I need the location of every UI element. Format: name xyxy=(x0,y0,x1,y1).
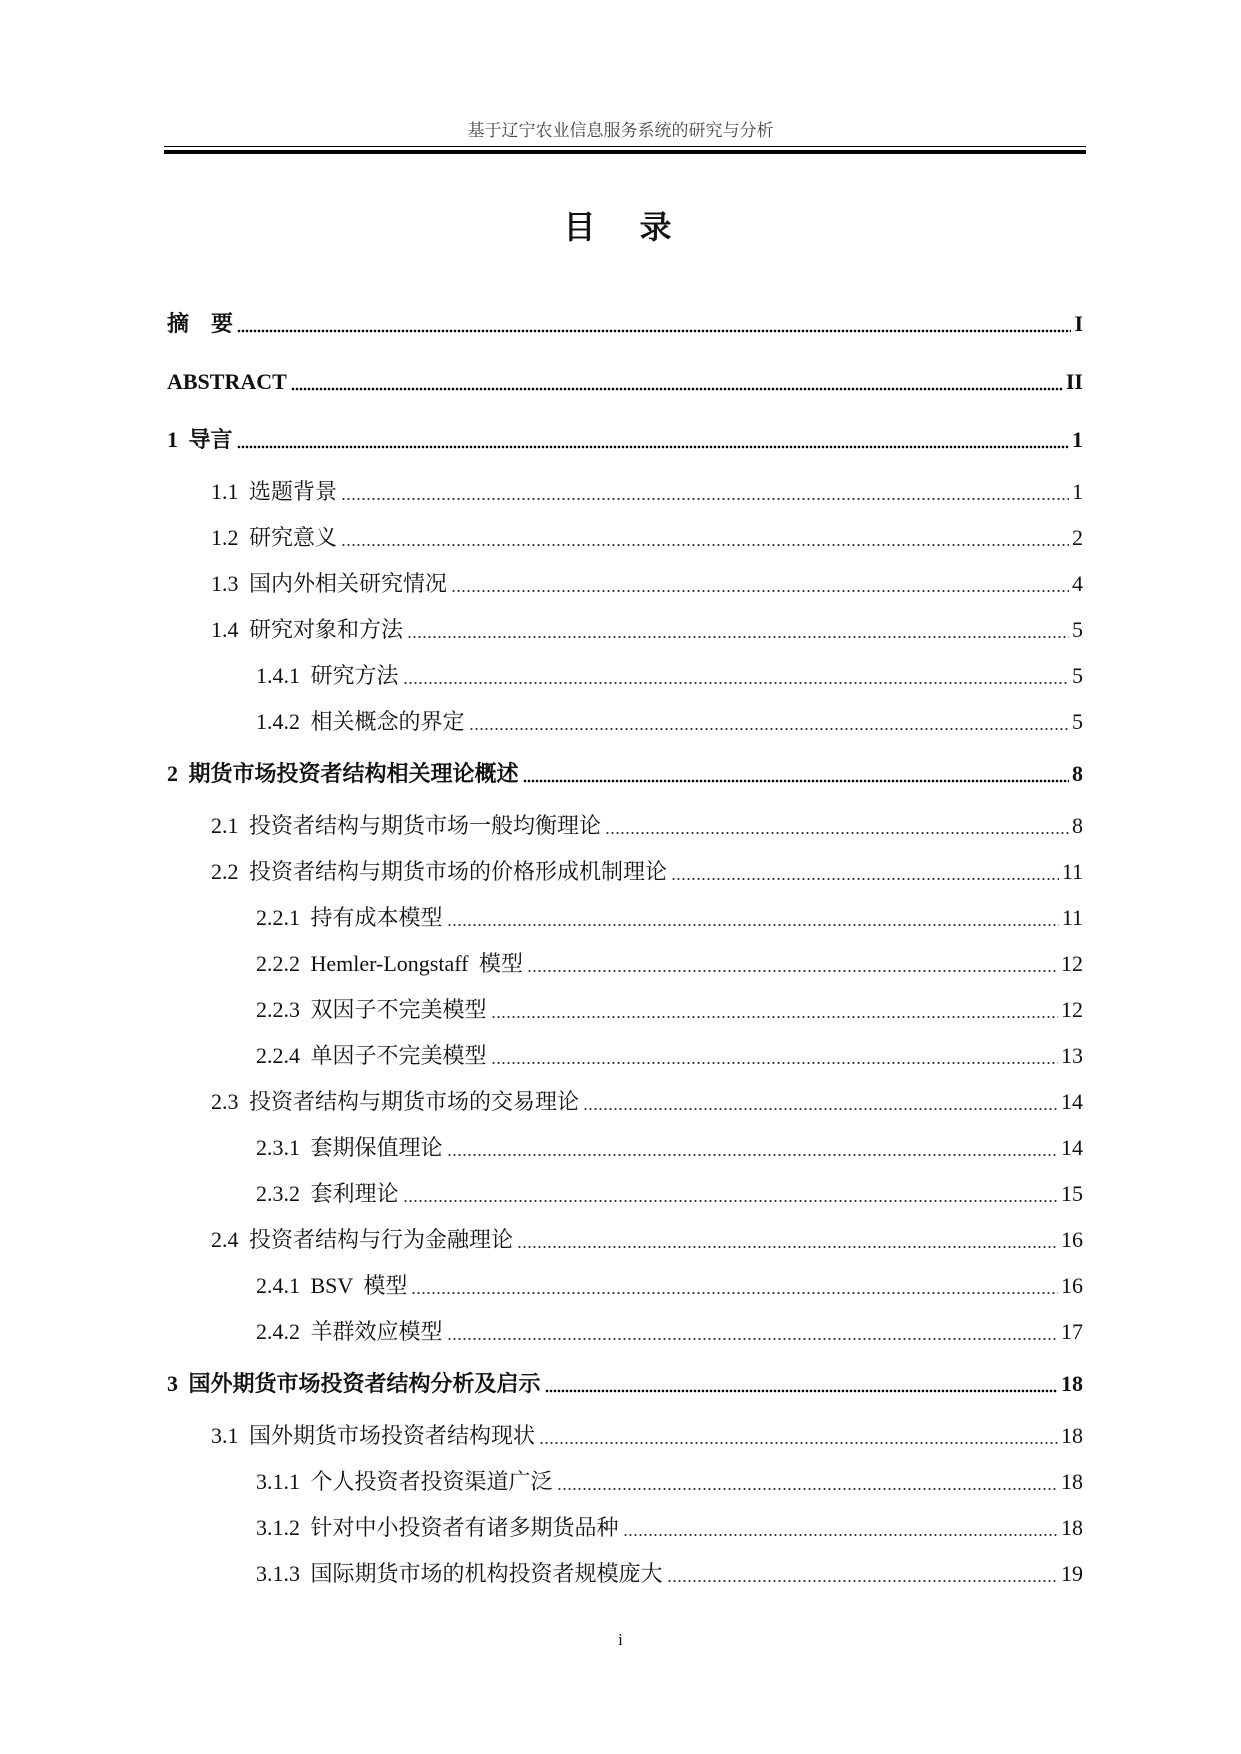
toc-entry-label: 3 国外期货市场投资者结构分析及启示 xyxy=(167,1371,541,1396)
dot-leader xyxy=(341,497,1069,501)
toc-entry-page: 12 xyxy=(1061,997,1083,1022)
toc-entry-label: 1.3 国内外相关研究情况 xyxy=(211,571,448,596)
toc-section-entry xyxy=(167,1079,1083,1125)
header-rule-thin xyxy=(164,146,1086,147)
toc-entry-label: 3.1.3 国际期货市场的机构投资者规模庞大 xyxy=(256,1561,663,1586)
toc-entry-label: 2.4 投资者结构与行为金融理论 xyxy=(211,1227,514,1252)
toc-entry-page: II xyxy=(1065,369,1083,394)
toc-entry-label: 2.3 投资者结构与期货市场的交易理论 xyxy=(211,1089,580,1114)
dot-leader xyxy=(237,445,1069,449)
table-of-contents xyxy=(167,295,1083,1597)
toc-entry-label: 2.2.2 Hemler-Longstaff 模型 xyxy=(256,951,523,976)
dot-leader xyxy=(539,1441,1058,1445)
dot-leader xyxy=(527,969,1058,973)
toc-entry-page: 18 xyxy=(1061,1515,1083,1540)
toc-entry-page: 14 xyxy=(1061,1089,1083,1114)
dot-leader xyxy=(407,635,1069,639)
dot-leader xyxy=(545,1389,1058,1393)
dot-leader xyxy=(403,681,1069,685)
dot-leader xyxy=(491,1061,1058,1065)
toc-entry-page: 5 xyxy=(1072,617,1083,642)
toc-section-entry xyxy=(167,699,1083,745)
running-header-title: 基于辽宁农业信息服务系统的研究与分析 xyxy=(467,121,774,140)
dot-leader xyxy=(491,1015,1058,1019)
toc-entry-label: 1.1 选题背景 xyxy=(211,479,338,504)
dot-leader xyxy=(583,1107,1058,1111)
toc-entry-page: 17 xyxy=(1061,1319,1083,1344)
toc-entry-page: 15 xyxy=(1061,1181,1083,1206)
toc-chapter-entry xyxy=(167,745,1083,803)
toc-entry-label: 1 导言 xyxy=(167,427,233,452)
toc-entry-label: 2.2.4 单因子不完美模型 xyxy=(256,1043,487,1068)
toc-section-entry xyxy=(167,1309,1083,1355)
toc-section-entry xyxy=(167,1459,1083,1505)
toc-entry-page: 11 xyxy=(1061,905,1083,930)
toc-chapter-entry xyxy=(167,353,1083,411)
dot-leader xyxy=(623,1533,1058,1537)
toc-section-entry xyxy=(167,1217,1083,1263)
dot-leader xyxy=(469,727,1069,731)
toc-entry-label: 3.1.2 针对中小投资者有诸多期货品种 xyxy=(256,1515,619,1540)
toc-section-entry xyxy=(167,1413,1083,1459)
toc-entry-label: 1.4 研究对象和方法 xyxy=(211,617,404,642)
toc-section-entry xyxy=(167,1171,1083,1217)
toc-entry-page: 5 xyxy=(1072,663,1083,688)
toc-section-entry xyxy=(167,987,1083,1033)
toc-entry-page: 1 xyxy=(1072,427,1083,452)
toc-entry-page: I xyxy=(1074,311,1083,336)
toc-entry-page: 5 xyxy=(1072,709,1083,734)
toc-section-entry xyxy=(167,469,1083,515)
toc-entry-page: 16 xyxy=(1061,1227,1083,1252)
dot-leader xyxy=(557,1487,1058,1491)
toc-entry-label: 2.2 投资者结构与期货市场的价格形成机制理论 xyxy=(211,859,668,884)
toc-section-entry xyxy=(167,941,1083,987)
toc-entry-page: 18 xyxy=(1061,1469,1083,1494)
toc-section-entry xyxy=(167,1125,1083,1171)
toc-title: 目 录 xyxy=(563,208,678,246)
toc-entry-page: 19 xyxy=(1061,1561,1083,1586)
dot-leader xyxy=(523,779,1069,783)
header-rule-thick xyxy=(164,150,1086,154)
toc-entry-label: 2 期货市场投资者结构相关理论概述 xyxy=(167,761,519,786)
toc-entry-label: ABSTRACT xyxy=(167,369,287,394)
toc-entry-label: 2.4.2 羊群效应模型 xyxy=(256,1319,443,1344)
toc-section-entry xyxy=(167,895,1083,941)
toc-section-entry xyxy=(167,561,1083,607)
dot-leader xyxy=(447,1337,1058,1341)
toc-entry-page: 16 xyxy=(1061,1273,1083,1298)
toc-entry-page: 13 xyxy=(1061,1043,1083,1068)
toc-chapter-entry xyxy=(167,295,1083,353)
dot-leader xyxy=(605,831,1069,835)
toc-entry-page: 14 xyxy=(1061,1135,1083,1160)
dot-leader xyxy=(447,923,1059,927)
toc-section-entry xyxy=(167,849,1083,895)
toc-entry-label: 2.2.1 持有成本模型 xyxy=(256,905,443,930)
toc-entry-label: 2.3.1 套期保值理论 xyxy=(256,1135,443,1160)
toc-entry-label: 摘 要 xyxy=(167,311,234,336)
toc-section-entry xyxy=(167,607,1083,653)
toc-chapter-entry xyxy=(167,1355,1083,1413)
toc-entry-label: 1.2 研究意义 xyxy=(211,525,338,550)
toc-entry-label: 2.1 投资者结构与期货市场一般均衡理论 xyxy=(211,813,602,838)
toc-entry-label: 3.1.1 个人投资者投资渠道广泛 xyxy=(256,1469,553,1494)
toc-section-entry xyxy=(167,1551,1083,1597)
toc-entry-page: 18 xyxy=(1061,1371,1083,1396)
toc-section-entry xyxy=(167,653,1083,699)
dot-leader xyxy=(341,543,1069,547)
toc-entry-page: 12 xyxy=(1061,951,1083,976)
dot-leader xyxy=(667,1579,1058,1583)
toc-entry-page: 4 xyxy=(1072,571,1083,596)
toc-section-entry xyxy=(167,1505,1083,1551)
toc-entry-page: 18 xyxy=(1061,1423,1083,1448)
toc-entry-page: 8 xyxy=(1072,761,1083,786)
toc-entry-label: 1.4.2 相关概念的界定 xyxy=(256,709,465,734)
dot-leader xyxy=(411,1291,1058,1295)
toc-section-entry xyxy=(167,1263,1083,1309)
dot-leader xyxy=(403,1199,1058,1203)
toc-entry-label: 2.2.3 双因子不完美模型 xyxy=(256,997,487,1022)
toc-entry-label: 3.1 国外期货市场投资者结构现状 xyxy=(211,1423,536,1448)
toc-section-entry xyxy=(167,1033,1083,1079)
toc-entry-label: 2.3.2 套利理论 xyxy=(256,1181,399,1206)
toc-entry-page: 1 xyxy=(1072,479,1083,504)
toc-entry-label: 1.4.1 研究方法 xyxy=(256,663,399,688)
toc-entry-page: 2 xyxy=(1072,525,1083,550)
dot-leader xyxy=(237,329,1071,333)
dot-leader xyxy=(451,589,1069,593)
dot-leader xyxy=(291,387,1063,391)
toc-section-entry xyxy=(167,515,1083,561)
toc-entry-page: 11 xyxy=(1061,859,1083,884)
dot-leader xyxy=(517,1245,1058,1249)
toc-entry-label: 2.4.1 BSV 模型 xyxy=(256,1273,408,1298)
page-number: i xyxy=(618,1630,623,1649)
toc-entry-page: 8 xyxy=(1072,813,1083,838)
toc-chapter-entry xyxy=(167,411,1083,469)
toc-section-entry xyxy=(167,803,1083,849)
dot-leader xyxy=(447,1153,1058,1157)
dot-leader xyxy=(671,877,1059,881)
